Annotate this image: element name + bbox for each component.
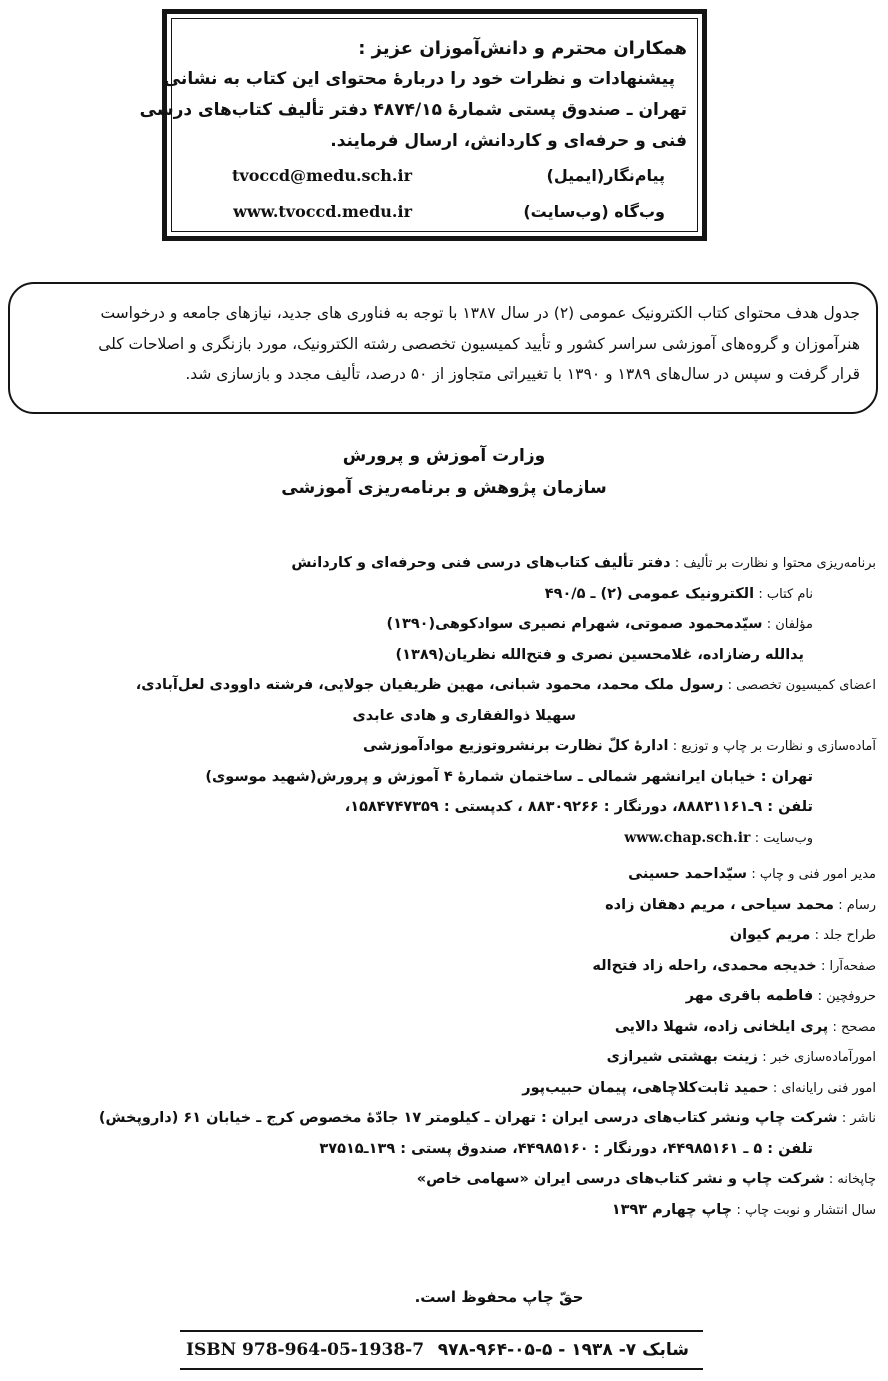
credit-value: شرکت چاپ ونشر کتاب‌های درسی ایران : تهران ـ کیلومتر ۱۷ جادّهٔ مخصوص کرج ـ خیابان ۶۱ (داروپخش) [98, 1110, 838, 1126]
history-line-2: هنرآموزان و گروه‌های آموزشی سراسر کشور و تأیید کمیسیون تخصصی رشته الکترونیک، مورد بازنگری و اصلاحات کلی [98, 334, 860, 353]
email-link[interactable]: tvoccd@medu.sch.ir [232, 165, 412, 185]
credit-label: مؤلفان : [766, 617, 813, 632]
credit-value: تلفن : ۹ـ۸۸۸۳۱۱۶۱، دورنگار : ۸۸۳۰۹۲۶۶ ، کدپستی : ۱۵۸۴۷۴۷۳۵۹، [344, 799, 813, 815]
credit-edition [60, 1195, 876, 1226]
credit-cover-designer [60, 920, 876, 951]
feedback-notice-inner [139, 18, 698, 232]
credit-value: چاپ چهارم ۱۳۹۳ [611, 1201, 733, 1218]
credit-label: مصحح : [832, 1019, 876, 1035]
credit-distribution [60, 731, 876, 762]
credit-website [60, 823, 876, 854]
credit-commission-continued [60, 701, 876, 732]
credit-label: رسام : [838, 897, 876, 913]
credit-value: یدالله رضازاده، غلامحسین نصری و فتح‌الله نظریان(۱۳۸۹) [395, 646, 804, 663]
credit-value: الکترونیک عمومی (۲) ـ ۴۹۰/۵ [544, 585, 755, 602]
credit-value: سیّدمحمود صموتی، شهرام نصیری سوادکوهی(۱۳۹۰) [386, 616, 763, 632]
credit-phone [60, 792, 876, 823]
credit-commission [60, 670, 876, 701]
credit-value: مریم کیوان [729, 927, 811, 943]
revision-history-box [8, 282, 878, 414]
email-row [182, 157, 687, 193]
credit-value: حمید ثابت‌کلاچاهی، پیمان حبیب‌پور [522, 1079, 769, 1096]
credit-layout [60, 951, 876, 982]
notice-line-2: تهران ـ صندوق پستی شمارهٔ ۴۸۷۴/۱۵ دفتر تألیف کتاب‌های درسی [139, 100, 687, 120]
ministry-name: وزارت آموزش و پرورش [342, 446, 546, 466]
credit-value: سهیلا ذوالفقاری و هادی عابدی [352, 707, 576, 724]
credit-value: ادارهٔ کلّ نظارت برنشروتوزیع موادآموزشی [362, 738, 669, 754]
credit-typesetter [60, 981, 876, 1012]
credit-tech-manager [60, 859, 876, 890]
isbn-bar [180, 1330, 703, 1370]
credit-label: مدیر امور فنی و چاپ : [751, 867, 876, 882]
credit-computer-affairs [60, 1073, 876, 1104]
credit-label: سال انتشار و نوبت چاپ : [736, 1202, 876, 1218]
website-link[interactable]: www.tvoccd.medu.ir [233, 201, 412, 221]
credits-list [60, 548, 876, 1225]
email-label: پیام‌نگار(ایمیل) [546, 165, 665, 185]
history-line-1: جدول هدف محتوای کتاب الکترونیک عمومی (۲) در سال ۱۳۸۷ با توجه به فناوری های جدید، نیازهای جامعه و درخواست [100, 304, 860, 322]
credit-news-prep [60, 1042, 876, 1073]
credit-value: تهران : خیابان ایرانشهر شمالی ـ ساختمان شمارهٔ ۴ آموزش و پرورش(شهید موسوی) [205, 768, 813, 785]
credit-publisher [60, 1103, 876, 1134]
credit-label: امور فنی رایانه‌ای : [772, 1080, 876, 1096]
credit-value: پری ایلخانی زاده، شهلا دالایی [614, 1018, 829, 1035]
website-label: وب‌گاه (وب‌سایت) [523, 201, 665, 221]
credit-label: صفحه‌آرا : [821, 958, 876, 974]
website-row [182, 193, 687, 229]
credit-value: رسول ملک محمد، محمود شبانی، مهین ظریفیان جولایی، فرشته داوودی لعل‌آبادی، [135, 677, 724, 693]
feedback-notice-box [139, 9, 707, 241]
credit-value: تلفن : ۵ ـ ۴۴۹۸۵۱۶۱، دورنگار : ۴۴۹۸۵۱۶۰، صندوق پستی : ۱۳۹ـ۳۷۵۱۵ [319, 1140, 813, 1157]
history-line-3: قرار گرفت و سپس در سال‌های ۱۳۸۹ و ۱۳۹۰ با تغییراتی متجاوز از ۵۰ درصد، تألیف مجدد و بازسازی شد. [185, 365, 860, 383]
credit-label: برنامه‌ریزی محتوا و نظارت بر تألیف : [674, 556, 876, 571]
credit-printer [60, 1164, 876, 1195]
credit-label: طراح جلد : [814, 928, 876, 943]
credit-value: زینت بهشتی شیرازی [606, 1049, 758, 1065]
credit-address [60, 762, 876, 793]
credit-label: امورآماده‌سازی خبر : [762, 1050, 876, 1065]
copyright-notice: حقّ چاپ محفوظ است. [414, 1288, 584, 1306]
credit-label: ناشر : [841, 1111, 876, 1126]
credit-planning [60, 548, 876, 579]
credit-authors-continued [60, 640, 876, 671]
credit-value: دفتر تألیف کتاب‌های درسی فنی وحرفه‌ای و کاردانش [291, 555, 671, 571]
credit-label: اعضای کمیسیون تخصصی : [727, 678, 876, 693]
credit-label: وب‌سایت : [754, 830, 813, 846]
credit-value: محمد سیاحی ، مریم دهقان زاده [605, 896, 834, 913]
credit-value: سیّداحمد حسینی [628, 866, 748, 882]
credit-value: خدیجه محمدی، راحله زاد فتح‌اله [592, 957, 817, 974]
credit-book-name [60, 579, 876, 610]
notice-line-1: پیشنهادات و نظرات خود را دربارهٔ محتوای این کتاب به نشانی [163, 69, 675, 89]
credit-proofreader [60, 1012, 876, 1043]
credit-value: فاطمه باقری مهر [685, 988, 814, 1004]
credit-illustrator [60, 890, 876, 921]
credit-authors [60, 609, 876, 640]
credit-value: شرکت چاپ و نشر کتاب‌های درسی ایران «سهامی خاص» [416, 1171, 825, 1187]
credit-label: حروفچین : [817, 989, 876, 1004]
isbn-latin: ISBN 978-964-05-1938-7 [186, 1340, 425, 1360]
chap-website-link[interactable]: www.chap.sch.ir [624, 829, 751, 846]
ministry-heading [0, 440, 888, 504]
notice-title: همکاران محترم و دانش‌آموزان عزیز : [358, 38, 687, 59]
notice-line-3: فنی و حرفه‌ای و کاردانش، ارسال فرمایند. [330, 131, 687, 151]
credit-label: چاپخانه : [828, 1172, 876, 1187]
organization-name: سازمان پژوهش و برنامه‌ریزی آموزشی [281, 478, 607, 498]
credit-label: آماده‌سازی و نظارت بر چاپ و توزیع : [672, 739, 876, 754]
credit-publisher-phone [60, 1134, 876, 1165]
isbn-persian: شابک ۷- ۱۹۳۸ - ۵-۰۵-۹۶۴-۹۷۸ [437, 1340, 689, 1360]
credit-label: نام کتاب : [758, 586, 813, 602]
